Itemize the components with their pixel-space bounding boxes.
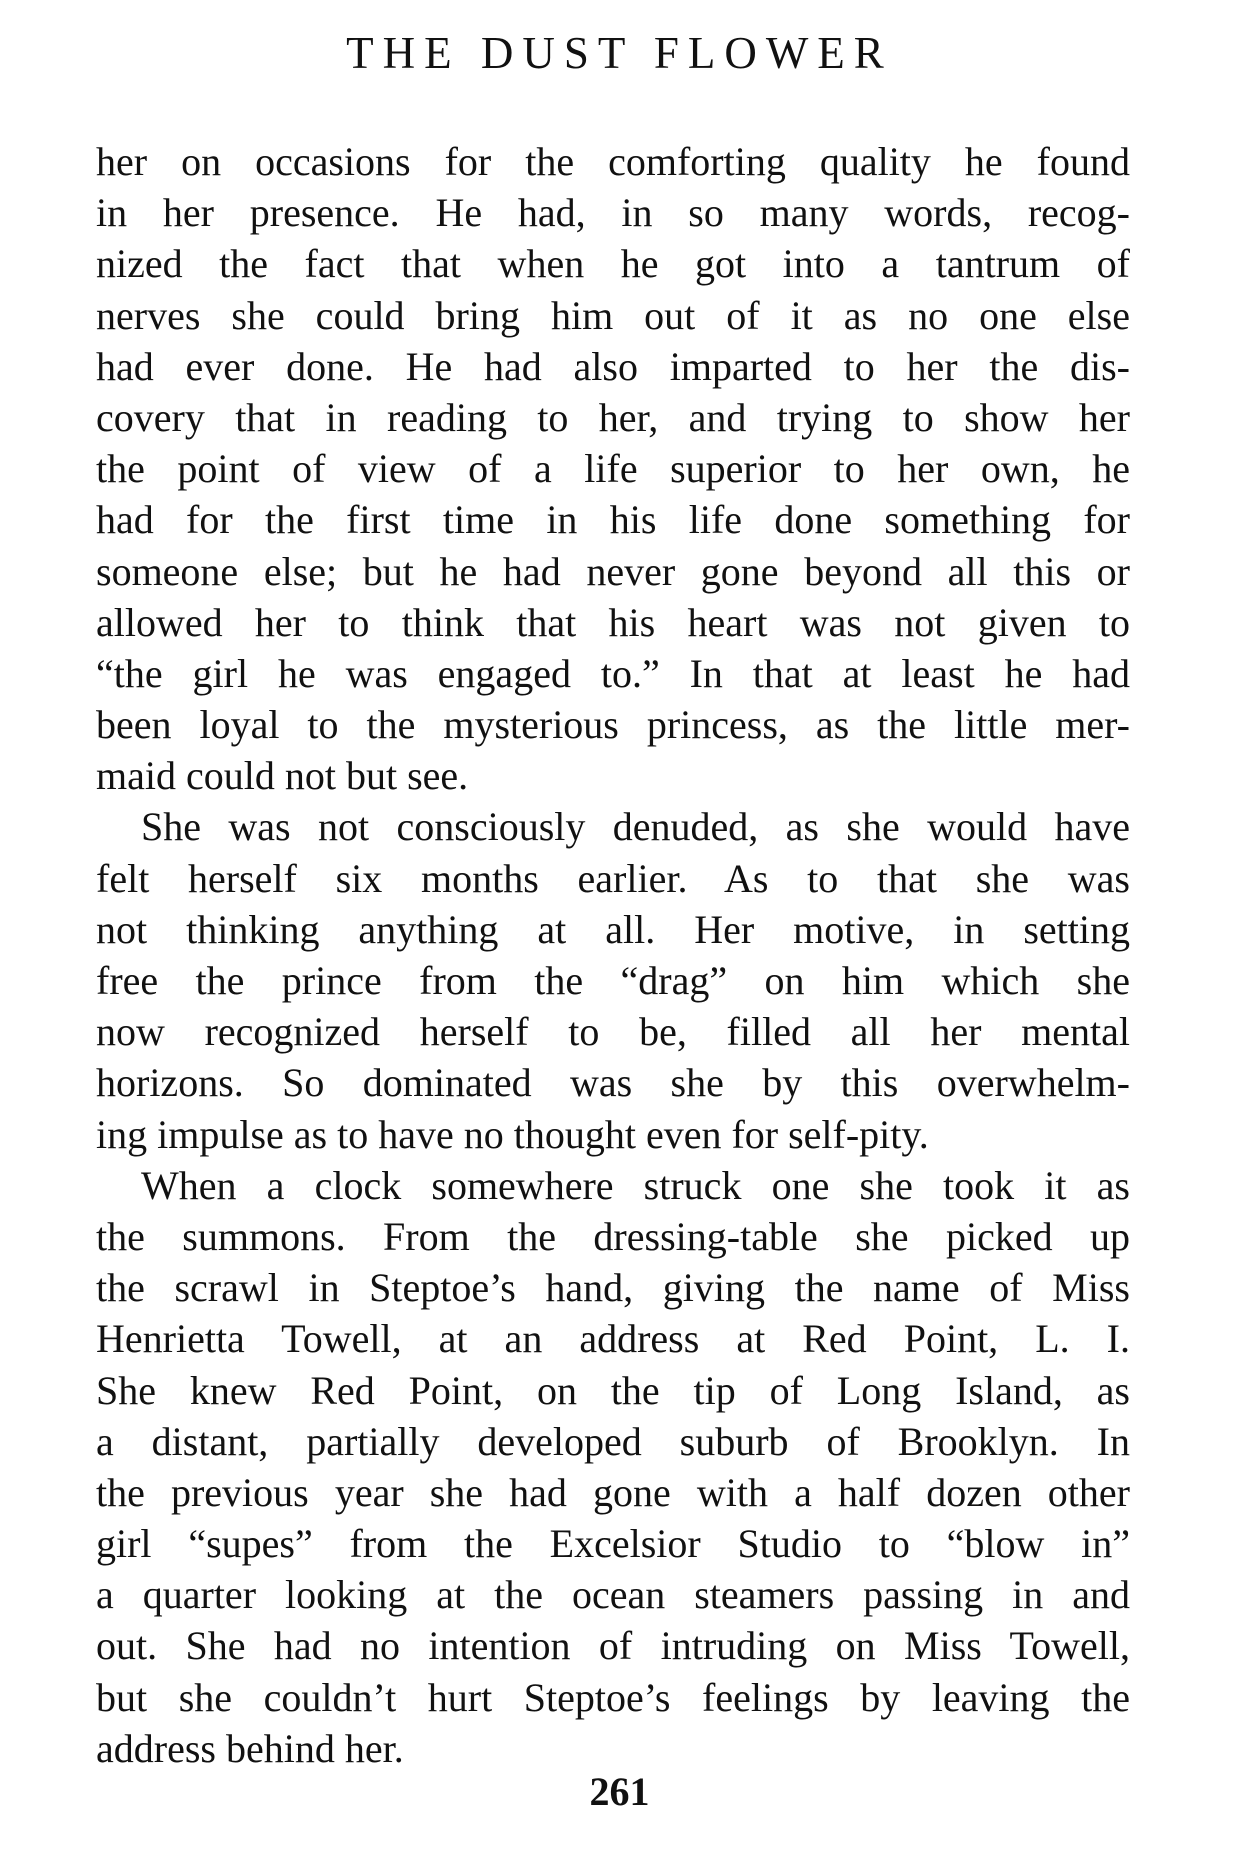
text-line: felt herself six months earlier. As to that she was <box>96 855 1130 901</box>
text-line: covery that in reading to her, and trying to show her <box>96 394 1130 440</box>
text-line: the point of view of a life superior to her own, he <box>96 446 1130 492</box>
text-line: nized the fact that when he got into a tantrum of <box>96 241 1130 287</box>
text-line-paragraph-start: When a clock somewhere struck one she took it as <box>141 1162 1130 1208</box>
text-line: She knew Red Point, on the tip of Long Island, as <box>96 1367 1130 1413</box>
text-line: the summons. From the dressing-table she picked up <box>96 1213 1130 1259</box>
text-line: the scrawl in Steptoe’s hand, giving the name of Miss <box>96 1265 1130 1311</box>
text-line: but she couldn’t hurt Steptoe’s feelings by leaving the <box>96 1674 1130 1720</box>
text-line-paragraph-end: maid could not but see. <box>96 753 469 799</box>
text-line: had ever done. He had also imparted to her the dis- <box>96 343 1130 389</box>
text-line-paragraph-end: address behind her. <box>96 1725 404 1771</box>
text-line: nerves she could bring him out of it as no one else <box>96 292 1130 338</box>
text-line-paragraph-end: ing impulse as to have no thought even for self-pity. <box>96 1111 929 1157</box>
text-line: been loyal to the mysterious princess, as the little mer- <box>96 702 1130 748</box>
text-line: someone else; but he had never gone beyond all this or <box>96 548 1130 594</box>
text-line: Henrietta Towell, at an address at Red Point, L. I. <box>96 1316 1130 1362</box>
text-line: a quarter looking at the ocean steamers passing in and <box>96 1572 1130 1618</box>
text-line: horizons. So dominated was she by this overwhelm- <box>96 1060 1130 1106</box>
text-line: “the girl he was engaged to.” In that at least he had <box>96 650 1130 696</box>
running-title: THE DUST FLOWER <box>346 28 893 78</box>
text-line: the previous year she had gone with a half dozen other <box>96 1469 1130 1515</box>
text-line: had for the first time in his life done something for <box>96 497 1130 543</box>
text-line-paragraph-start: She was not consciously denuded, as she would have <box>141 804 1130 850</box>
body-text <box>96 136 1130 1774</box>
text-line: her on occasions for the comforting quality he found <box>96 139 1130 184</box>
text-line: not thinking anything at all. Her motive, in setting <box>96 906 1130 952</box>
text-line: allowed her to think that his heart was not given to <box>96 599 1130 645</box>
text-line: a distant, partially developed suburb of Brooklyn. In <box>96 1418 1130 1464</box>
page-number: 261 <box>589 1769 650 1814</box>
text-line: free the prince from the “drag” on him which she <box>96 958 1130 1003</box>
text-line: in her presence. He had, in so many words, recog- <box>96 190 1130 236</box>
text-line: now recognized herself to be, filled all her mental <box>96 1009 1130 1055</box>
text-line: out. She had no intention of intruding on Miss Towell, <box>96 1623 1130 1669</box>
text-line: girl “supes” from the Excelsior Studio to “blow in” <box>96 1521 1130 1567</box>
